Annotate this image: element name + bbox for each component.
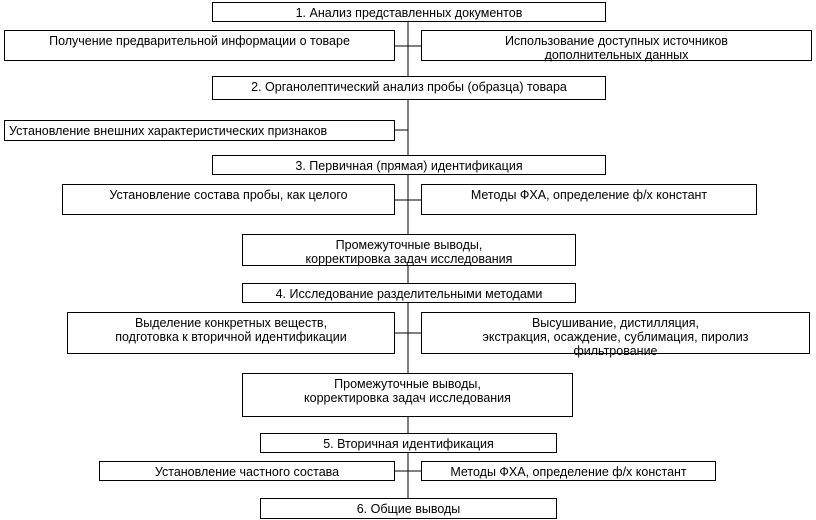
step-1-left-box <box>4 30 395 61</box>
step-3-left-label: Установление состава пробы, как целого <box>109 188 348 202</box>
step-5-left-label: Установление частного состава <box>154 465 340 479</box>
step-3-left-box <box>62 184 395 215</box>
step-1-left-label: Получение предварительной информации о товаре <box>49 34 350 48</box>
step-5-right-label: Методы ФХА, определение ф/х констант <box>450 465 687 479</box>
interim-conclusions-2-box <box>242 373 573 417</box>
step-1-box <box>212 2 606 22</box>
step-2-left-label: Установление внешних характеристических признаков <box>9 124 328 138</box>
step-5-left-box <box>99 461 395 481</box>
step-2-box <box>212 76 606 100</box>
step-4-box <box>242 283 576 303</box>
step-4-left-box <box>67 312 395 354</box>
step-3-right-label: Методы ФХА, определение ф/х констант <box>470 188 708 202</box>
step-1-label: 1. Анализ представленных документов <box>295 6 523 20</box>
step-6-box <box>260 498 557 519</box>
interim-conclusions-1-box <box>242 234 576 266</box>
step-2-left-box <box>4 120 395 141</box>
step-5-box <box>260 433 557 453</box>
step-5-right-box <box>421 461 716 481</box>
step-3-label: 3. Первичная (прямая) идентификация <box>295 159 523 173</box>
step-5-label: 5. Вторичная идентификация <box>323 437 494 451</box>
interim-conclusions-1-label: Промежуточные выводы, корректировка задач исследования <box>305 238 513 266</box>
step-1-right-box <box>421 30 812 61</box>
step-6-label: 6. Общие выводы <box>356 502 461 516</box>
step-3-box <box>212 155 606 175</box>
step-4-left-label: Выделение конкретных веществ, подготовка к вторичной идентификации <box>115 316 347 344</box>
step-2-label: 2. Органолептический анализ пробы (образца) товара <box>251 80 567 94</box>
interim-conclusions-2-label: Промежуточные выводы, корректировка задач исследования <box>304 377 511 405</box>
step-4-right-box <box>421 312 810 358</box>
step-3-right-box <box>421 184 757 215</box>
step-4-right-label: Высушивание, дистилляция, экстракция, осаждение, сублимация, пиролиз фильтрование <box>482 316 749 358</box>
step-4-label: 4. Исследование разделительными методами <box>275 287 543 301</box>
step-1-right-label: Использование доступных источников дополнительных данных <box>505 34 728 62</box>
